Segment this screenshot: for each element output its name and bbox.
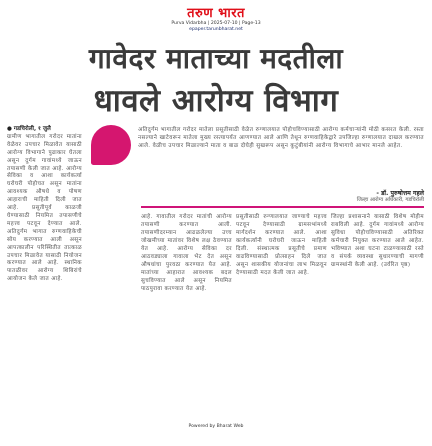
lead-text: अतिदुर्गम भागातील गरोदर मातेला प्रसूतीसाठी वेळेत रुग्णालयात पोहोचविण्यासाठी आरोग्य कर्मचाऱ्यांनी मोठी कसरत केली. रस्ता नसल्याने खाटेवरून मातेला मुख्य रस्त्यापर्यंत आणण्यात आले आणि तेथून रुग्णवाहिकेद्वारे उपजिल्हा रुग्णालयात दाखल करण्यात आले. वेळीच उपचार मिळाल्याने माता व बाळ दोघेही सुखरूप असून कुटुंबीयांनी आरोग्य विभागाचे आभार मानले आहेत.: [138, 127, 424, 149]
dateline: ● गडचिरोली, १ जुलै: [7, 126, 51, 132]
byline: [340, 190, 424, 204]
column-1-text: ग्रामीण भागातील गरोदर मातांना वेळेवर उपचार मिळावेत यासाठी आरोग्य विभागाने पुढाकार घेतला असून दुर्गम गावांमध्ये जाऊन तपासणी केली जात आहे. आरोग्य सेविका व आशा कार्यकर्त्या घरोघरी पोहोचत असून मातांना आवश्यक औषधे व पोषण आहाराची माहिती दिली जात आहे. प्रसूतीपूर्व काळजी घेण्यासाठी नियमित तपासणीचे महत्त्व पटवून देण्यात आले. अतिदुर्गम भागात रुग्णवाहिकेची सोय करण्यात आली असून आपत्कालीन परिस्थितीत तात्काळ उपचार मिळावेत यासाठी नियोजन करण्यात आले आहे. स्थानिक पातळीवर आरोग्य शिबिरांचे आयोजन केले जात आहे.: [7, 133, 82, 283]
powered-by-footer: Powered by Bharat Web: [188, 424, 244, 429]
article-column-b3: [331, 213, 424, 269]
logo-text: तरुण भारत: [187, 6, 245, 21]
drop-icon: [91, 125, 131, 165]
article-column-1: [7, 126, 82, 284]
masthead: [0, 2, 432, 33]
column-b3-text: जिल्हा प्रशासनाने यासाठी विशेष मोहीम राबविली आहे. दुर्गम गावांमध्ये आरोग्य सुविधा पोहोचविण्यासाठी अतिरिक्त कर्मचारी नियुक्त करण्यात आले आहेत. भविष्यात अशा घटना टाळण्यासाठी रस्ते व संपर्क व्यवस्था सुधारण्याची मागणी ग्रामस्थांनी केली आहे. (उर्वरित पृष्ठ): [331, 214, 424, 268]
article-column-b2: [236, 213, 327, 277]
article-lead-column: [138, 127, 424, 150]
headline-line-1: गावेदर माताच्या मदतीला: [88, 42, 344, 75]
column-b2-text: प्रसूतीसाठी रुग्णालयात जाण्याचे महत्त्व पटवून देण्यासाठी ग्रामसभांमध्ये मार्गदर्शन करण्यात आले. आशा कार्यकर्त्यांनी घरोघरी जाऊन माहिती दिली. संस्थात्मक प्रसूतीचे प्रमाण वाढविण्यासाठी प्रोत्साहन दिले जात असून शासकीय योजनांचा लाभ मिळवून देण्यासाठी मदत केली जात आहे.: [236, 214, 327, 276]
edition-meta: [0, 21, 432, 33]
column-b1-text: आहे. गावातील गरोदर मातांची आरोग्य तपासणी करण्यात आली. तपासणीदरम्यान आढळलेल्या उच्च जोखमीच्या मातांवर विशेष लक्ष ठेवण्यात येत आहे. आरोग्य सेविका दर आठवड्याला गावाला भेट देत असून औषधांचा पुरवठा करण्यात येत आहे. मातांच्या आहारात आवश्यक बदल सुचविण्यात आले असून नियमित पाठपुरावा करण्यात येत आहे.: [141, 214, 232, 292]
edition-line: Purva Vidarbha | 2025-07-10 | Page-13: [171, 21, 261, 26]
site-link[interactable]: epaper.tarunbharat.net: [189, 27, 243, 32]
section-divider: [141, 206, 424, 208]
headline-line-2: धावले आरोग्य विभाग: [93, 83, 339, 119]
byline-name: - डॉ. पुरुषोत्तम गहले: [376, 190, 424, 197]
article-column-b1: [141, 213, 232, 293]
byline-place: जिल्हा आरोग्य अधिकारी, गडचिरोली: [356, 197, 424, 203]
newspaper-logo: [187, 7, 245, 21]
